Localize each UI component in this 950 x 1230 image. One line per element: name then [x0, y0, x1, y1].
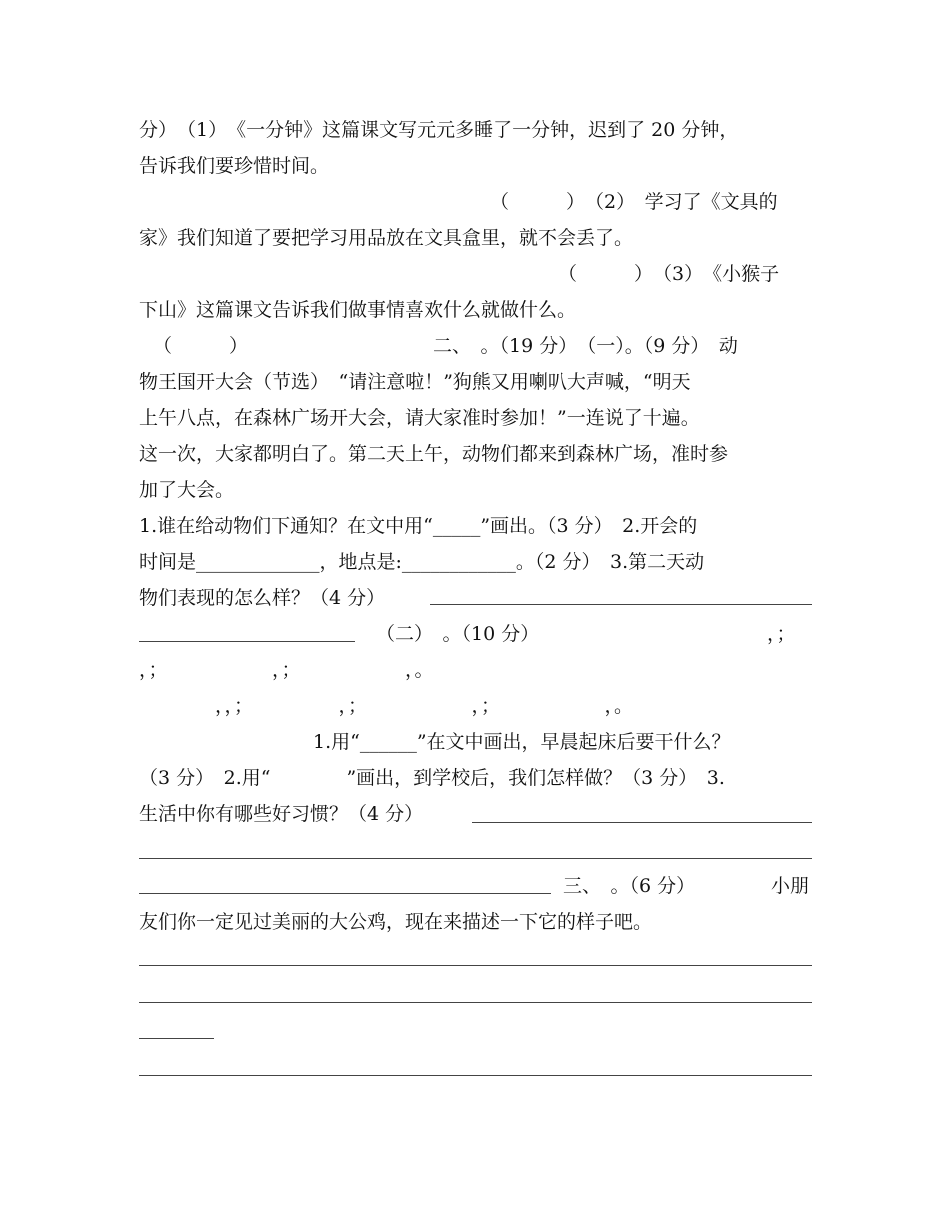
text-line-18: [139, 724, 812, 760]
line-text: 小朋: [771, 875, 810, 897]
text-line-12: [139, 508, 812, 544]
writing-line[interactable]: [139, 1038, 214, 1039]
line-text: 物王国开大会（节选） “请注意啦！”狗熊又用喇叭大声喊，“明天: [139, 371, 691, 393]
writing-line[interactable]: [139, 1002, 812, 1003]
line-text: ，，； ，； ，； ，。: [215, 695, 634, 717]
section-heading-part-2: （二） 。（10 分）: [376, 623, 540, 645]
line-text: 加了大会。: [139, 479, 235, 501]
question-2: 时间是_____________，地点是:____________。（2 分） 3.第二天动: [139, 551, 705, 573]
question-1: 1.谁在给动物们下通知？在文中用“_____”画出。（3 分） 2.开会的: [139, 515, 698, 537]
line-text: ，；: [767, 623, 796, 645]
text-line-4: [139, 220, 812, 256]
question-2: （3 分） 2.用“ ”画出，到学校后，我们怎样做？（3 分） 3.: [139, 767, 725, 789]
text-line-3: [139, 184, 812, 220]
answer-line[interactable]: [430, 604, 812, 605]
text-line-16: [139, 652, 812, 688]
question-3: 物们表现的怎么样？（4 分）: [139, 587, 386, 609]
section-heading-2: 二、 。（19 分） （一）。（9 分） 动: [433, 335, 738, 357]
writing-line[interactable]: [139, 965, 812, 966]
text-line-17: [139, 688, 812, 724]
writing-line[interactable]: [139, 1075, 812, 1076]
line-text: 这一次，大家都明白了。第二天上午，动物们都来到森林广场，准时参: [139, 443, 729, 465]
line-text: 下山》这篇课文告诉我们做事情喜欢什么就做什么。: [139, 299, 577, 321]
text-line-8: [139, 364, 812, 400]
text-line-15: [139, 616, 812, 652]
line-text: ，； ，； ，。: [139, 659, 434, 681]
line-text: 家》我们知道了要把学习用品放在文具盒里，就不会丢了。: [139, 227, 634, 249]
text-line-20: [139, 796, 812, 832]
text-line-7: [139, 328, 812, 364]
text-line-14: [139, 580, 812, 616]
line-text: （ ） （2） 学习了《文具的: [490, 191, 778, 213]
section-heading-3: 三、 。（6 分）: [563, 875, 696, 897]
line-text: 友们你一定见过美丽的大公鸡，现在来描述一下它的样子吧。: [139, 911, 653, 933]
question-1: 1.用“______”在文中画出，早晨起床后要干什么？: [313, 731, 731, 753]
text-line-6: [139, 292, 812, 328]
text-line-19: [139, 760, 812, 796]
text-line-1: [139, 112, 812, 148]
text-line-13: [139, 544, 812, 580]
text-line-22: [139, 904, 812, 940]
line-text: （ ） （3） 《小猴子: [558, 263, 780, 285]
line-text: 分） （1） 《一分钟》这篇课文写元元多睡了一分钟，迟到了 20 分钟，: [139, 119, 739, 141]
question-3: 生活中你有哪些好习惯？（4 分）: [139, 803, 424, 825]
line-text: 上午八点，在森林广场开大会，请大家准时参加！”一连说了十遍。: [139, 407, 700, 429]
text-line-9: [139, 400, 812, 436]
answer-line[interactable]: [139, 858, 812, 859]
text-line-5: [139, 256, 812, 292]
text-line-21: [139, 868, 812, 904]
text-line-2: [139, 148, 812, 184]
answer-bracket: （ ）: [153, 335, 249, 357]
text-line-11: [139, 472, 812, 508]
text-line-10: [139, 436, 812, 472]
answer-line[interactable]: [472, 822, 812, 823]
line-text: 告诉我们要珍惜时间。: [139, 155, 330, 177]
